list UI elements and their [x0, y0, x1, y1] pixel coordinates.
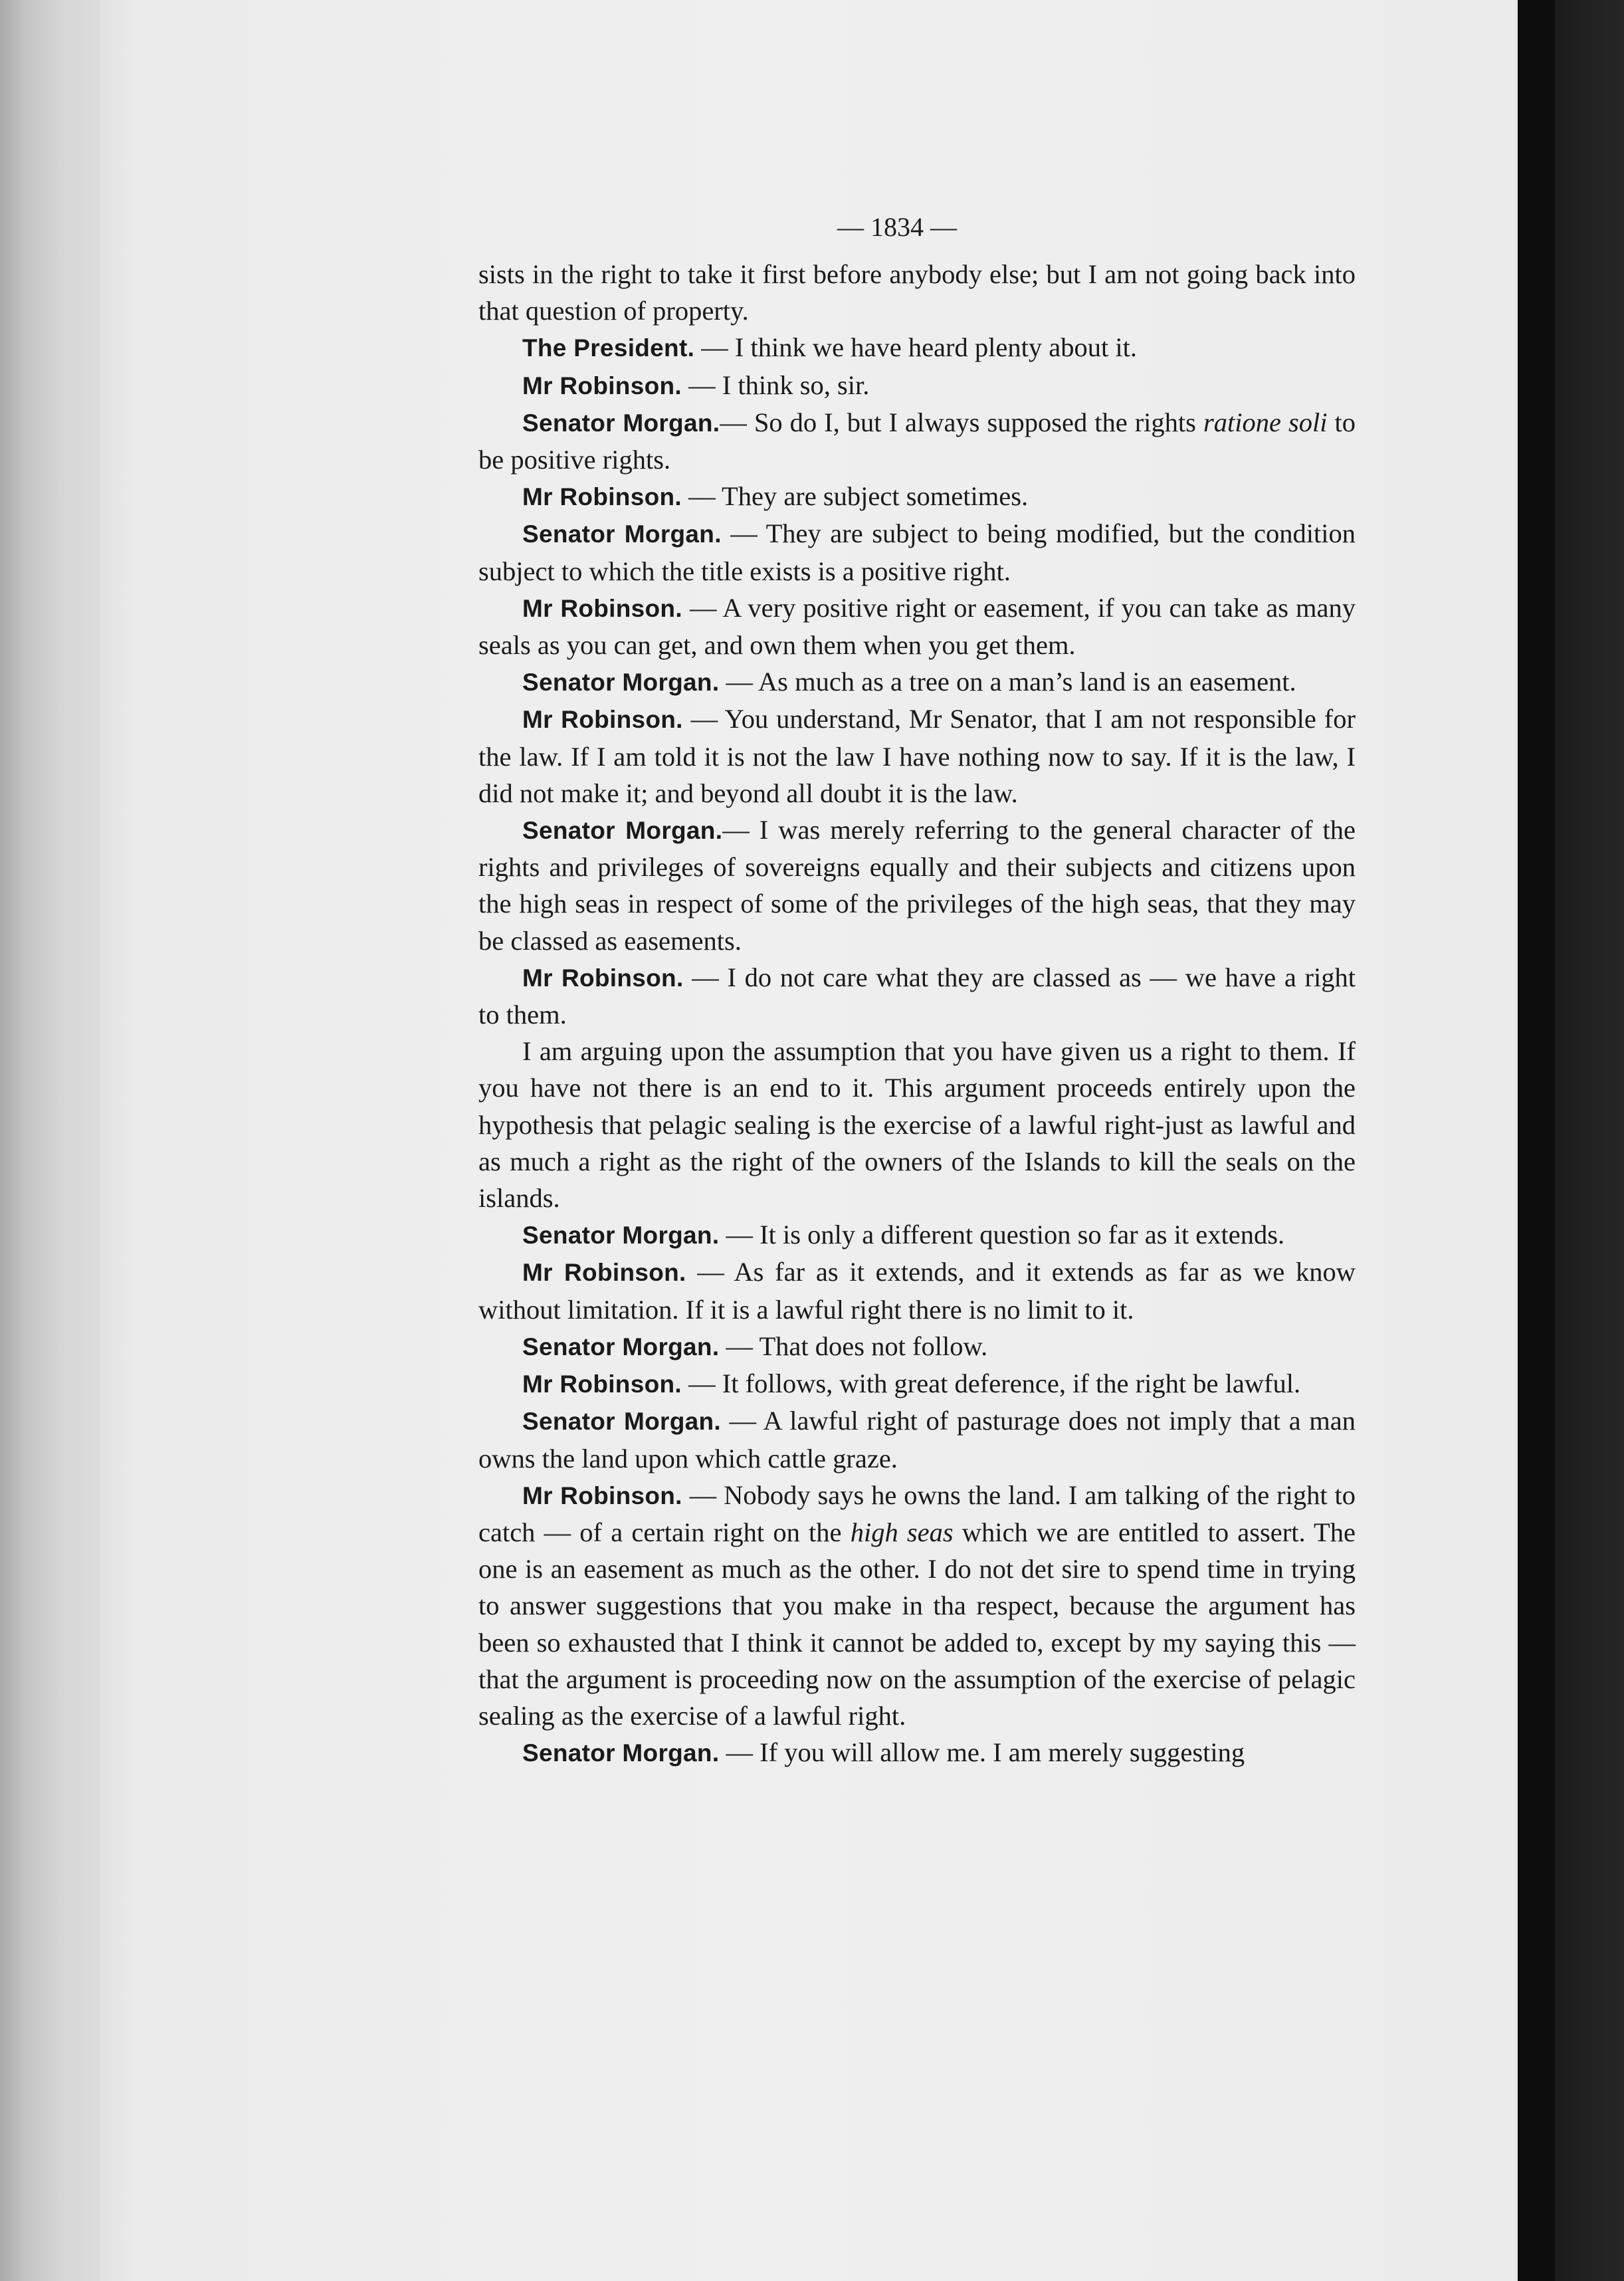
paragraph — [478, 1734, 1356, 1771]
paragraph-text: I am arguing upon the assumption that you have given us a right to them. If you have not there is an end to it. This argument proceeds entirely upon the hypothesis that pelagic sealing is the exercise of a lawful right-just as lawful and as much a right as the right of the owners of the Islands to kill the seals on the islands. — [478, 1036, 1356, 1214]
paragraph-text: — So do I, but I always supposed the rights — [720, 407, 1203, 437]
paragraph — [478, 812, 1356, 959]
paragraph-text: — I do not care what they are classed as — we have a right to them. — [478, 962, 1356, 1030]
speaker-name: Senator Morgan. — [522, 409, 720, 437]
speaker-name: The President. — [522, 334, 695, 362]
paragraph-text: — Nobody says he owns the land. I am talking of the right to catch — of a certain right on the — [478, 1479, 1356, 1547]
speaker-name: Senator Morgan. — [522, 1739, 720, 1767]
speaker-name: Mr Robinson. — [522, 483, 682, 511]
page-edge-dark — [1518, 0, 1555, 2281]
paragraph-text: — As far as it extends, and it extends as far as we know without limitation. If it is a lawful right there is no limit to it. — [478, 1257, 1356, 1325]
paragraph-text: to be positive rights. — [478, 407, 1356, 475]
paragraph-text: — A very positive right or easement, if you can take as many seals as you can get, and own them when you get them. — [478, 592, 1356, 661]
body-text — [478, 256, 1356, 1771]
speaker-name: Senator Morgan. — [522, 520, 722, 548]
paragraph-text: — I think we have heard plenty about it. — [694, 332, 1137, 363]
paragraph-text: — It follows, with great deference, if the right be lawful. — [681, 1368, 1301, 1399]
paragraph — [478, 367, 1356, 404]
paragraph-text: sists in the right to take it first before anybody else; but I am not going back into that question of property. — [478, 259, 1356, 326]
paragraph — [478, 1365, 1356, 1402]
paragraph — [478, 478, 1356, 515]
paragraph — [478, 701, 1356, 812]
paragraph — [478, 1477, 1356, 1734]
paragraph — [478, 1328, 1356, 1365]
paragraph — [478, 959, 1356, 1033]
paragraph-text: which we are entitled to assert. The one is an easement as much as the other. I do not det sire to spend time in trying to answer suggestions that you make in tha respect, because the argument has been so exhausted that I think it cannot be added to, except by my saying this — that the argument is proceeding now on the assumption of the exercise of pelagic sealing as the exercise of a lawful right. — [478, 1517, 1356, 1731]
speaker-name: Mr Robinson. — [522, 372, 682, 399]
speaker-name: Mr Robinson. — [522, 1370, 682, 1398]
speaker-name: Senator Morgan. — [522, 1222, 720, 1249]
paragraph-text: — That does not follow. — [719, 1331, 988, 1361]
paragraph-text: — It is only a different question so far as it extends. — [719, 1220, 1285, 1250]
paragraph-text: — I think so, sir. — [681, 370, 870, 400]
paragraph — [478, 256, 1356, 329]
paragraph-text: — As much as a tree on a man’s land is an easement. — [719, 667, 1296, 697]
paragraph — [478, 1402, 1356, 1476]
speaker-name: Mr Robinson. — [522, 594, 682, 622]
paragraph — [478, 663, 1356, 701]
paragraph-text: — A lawful right of pasturage does not imply that a man owns the land upon which cattle graze. — [478, 1406, 1356, 1473]
speaker-name: Senator Morgan. — [522, 817, 723, 845]
paragraph-text: — I was merely referring to the general character of the rights and privileges of sovereigns equally and their subjects and citizens upon the high seas in respect of some of the privileges of the high seas, that they may be classed as easements. — [478, 815, 1356, 956]
paragraph-text: — If you will allow me. I am merely suggesting — [719, 1737, 1245, 1768]
speaker-name: Mr Robinson. — [522, 964, 684, 992]
speaker-name: Senator Morgan. — [522, 1408, 721, 1436]
page-number: — 1834 — — [837, 212, 957, 242]
speaker-name: Senator Morgan. — [522, 669, 720, 697]
paragraph — [478, 1033, 1356, 1216]
italic-phrase: high seas — [850, 1517, 954, 1547]
book-binding-shadow — [0, 0, 100, 2281]
paragraph-text: — They are subject sometimes. — [681, 481, 1029, 512]
italic-phrase: ratione soli — [1203, 407, 1328, 437]
paragraph-text: — You understand, Mr Senator, that I am not responsible for the law. If I am told it is not the law I have nothing now to say. If it is the law, I did not make it; and beyond all doubt it is the law. — [478, 704, 1356, 808]
paragraph — [478, 515, 1356, 589]
next-page-edge — [1555, 0, 1624, 2281]
paragraph-text: — They are subject to being modified, but the condition subject to which the title exists is a positive right. — [478, 518, 1356, 586]
paragraph — [478, 404, 1356, 478]
speaker-name: Mr Robinson. — [522, 1259, 686, 1287]
speaker-name: Senator Morgan. — [522, 1333, 720, 1360]
paragraph — [478, 1216, 1356, 1253]
paragraph — [478, 329, 1356, 366]
paragraph — [478, 1253, 1356, 1327]
speaker-name: Mr Robinson. — [522, 1481, 682, 1509]
paragraph — [478, 590, 1356, 663]
speaker-name: Mr Robinson. — [522, 706, 683, 734]
